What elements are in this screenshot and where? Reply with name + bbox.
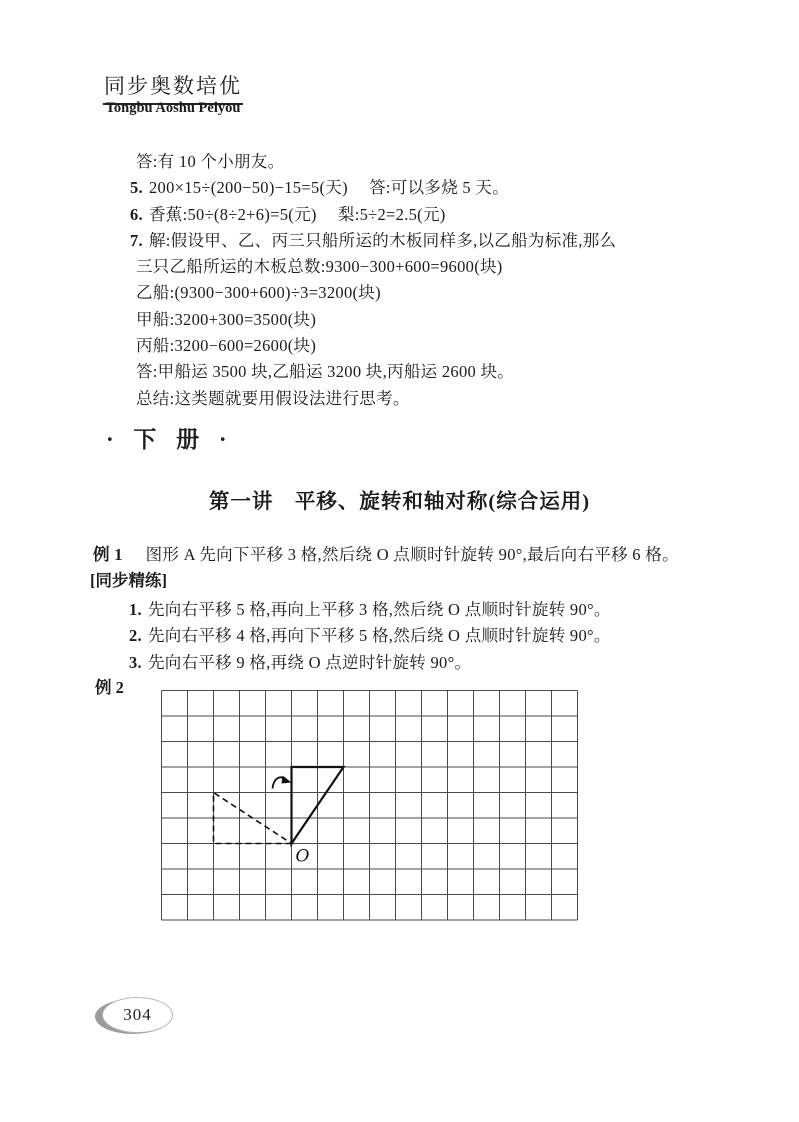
practice-item <box>129 623 611 649</box>
item-number: 1. <box>129 600 142 619</box>
item-number: 5. <box>130 178 143 198</box>
lecture-title: 第一讲 平移、旋转和轴对称(综合运用) <box>208 491 591 513</box>
answer-line <box>130 228 616 254</box>
answer-line <box>130 386 616 412</box>
example-2-label: 例 2 <box>95 678 124 697</box>
answer-text: 总结:这类题就要用假设法进行思考。 <box>136 388 410 408</box>
part-title: · 下 册 · <box>106 427 234 452</box>
answer-line <box>130 175 616 201</box>
sync-practice-header: [同步精练] <box>90 571 167 590</box>
origin-point-label: O <box>295 846 310 867</box>
answer-line <box>130 333 616 359</box>
answer-line <box>130 254 616 280</box>
item-number: 3. <box>129 652 142 672</box>
answer-text: 答:甲船运 3500 块,乙船运 3200 块,丙船运 2600 块。 <box>136 362 515 382</box>
answer-text: 三只乙船所运的木板总数:9300−300+600=9600(块) <box>136 257 503 277</box>
practice-text: 先向右平移 5 格,再向上平移 3 格,然后绕 O 点顺时针旋转 90°。 <box>147 600 611 619</box>
item-number: 7. <box>130 230 143 250</box>
answer-text: 解:假设甲、乙、丙三只船所运的木板同样多,以乙船为标准,那么 <box>148 230 617 250</box>
answer-text: 200×15÷(200−50)−15=5(天) 答:可以多烧 5 天。 <box>148 178 509 198</box>
answer-text: 丙船:3200−600=2600(块) <box>136 336 317 356</box>
answer-line <box>130 202 616 228</box>
item-number: 2. <box>129 626 142 646</box>
brand-title: 同步奥数培优 <box>103 70 243 105</box>
practice-item <box>129 597 611 623</box>
answer-text: 答:有 10 个小朋友。 <box>136 152 285 171</box>
page-number-badge <box>95 997 173 1035</box>
page-number: 304 <box>102 997 173 1033</box>
practice-text: 先向右平移 9 格,再绕 O 点逆时针旋转 90°。 <box>147 652 472 672</box>
answer-line <box>130 280 616 306</box>
practice-list <box>129 597 611 676</box>
answer-line <box>130 307 616 333</box>
example-1-line <box>93 541 679 565</box>
practice-item <box>129 650 611 676</box>
answer-text: 香蕉:50÷(8÷2+6)=5(元) 梨:5÷2=2.5(元) <box>148 204 446 224</box>
rotation-arrow-head <box>282 776 292 784</box>
answers-block <box>130 149 616 412</box>
example-1-label: 例 1 <box>93 545 123 564</box>
grid-diagram <box>161 690 578 921</box>
answer-line <box>130 359 616 385</box>
answer-line <box>130 149 616 175</box>
item-number: 6. <box>130 204 143 224</box>
practice-text: 先向右平移 4 格,再向下平移 5 格,然后绕 O 点顺时针旋转 90°。 <box>147 626 611 646</box>
brand-pinyin: Tongbu Aoshu Peiyou <box>105 100 241 116</box>
example-1-text: 图形 A 先向下平移 3 格,然后绕 O 点顺时针旋转 90°,最后向右平移 6 格。 <box>128 545 679 564</box>
answer-text: 乙船:(9300−300+600)÷3=3200(块) <box>136 283 381 303</box>
answer-text: 甲船:3200+300=3500(块) <box>136 309 317 329</box>
